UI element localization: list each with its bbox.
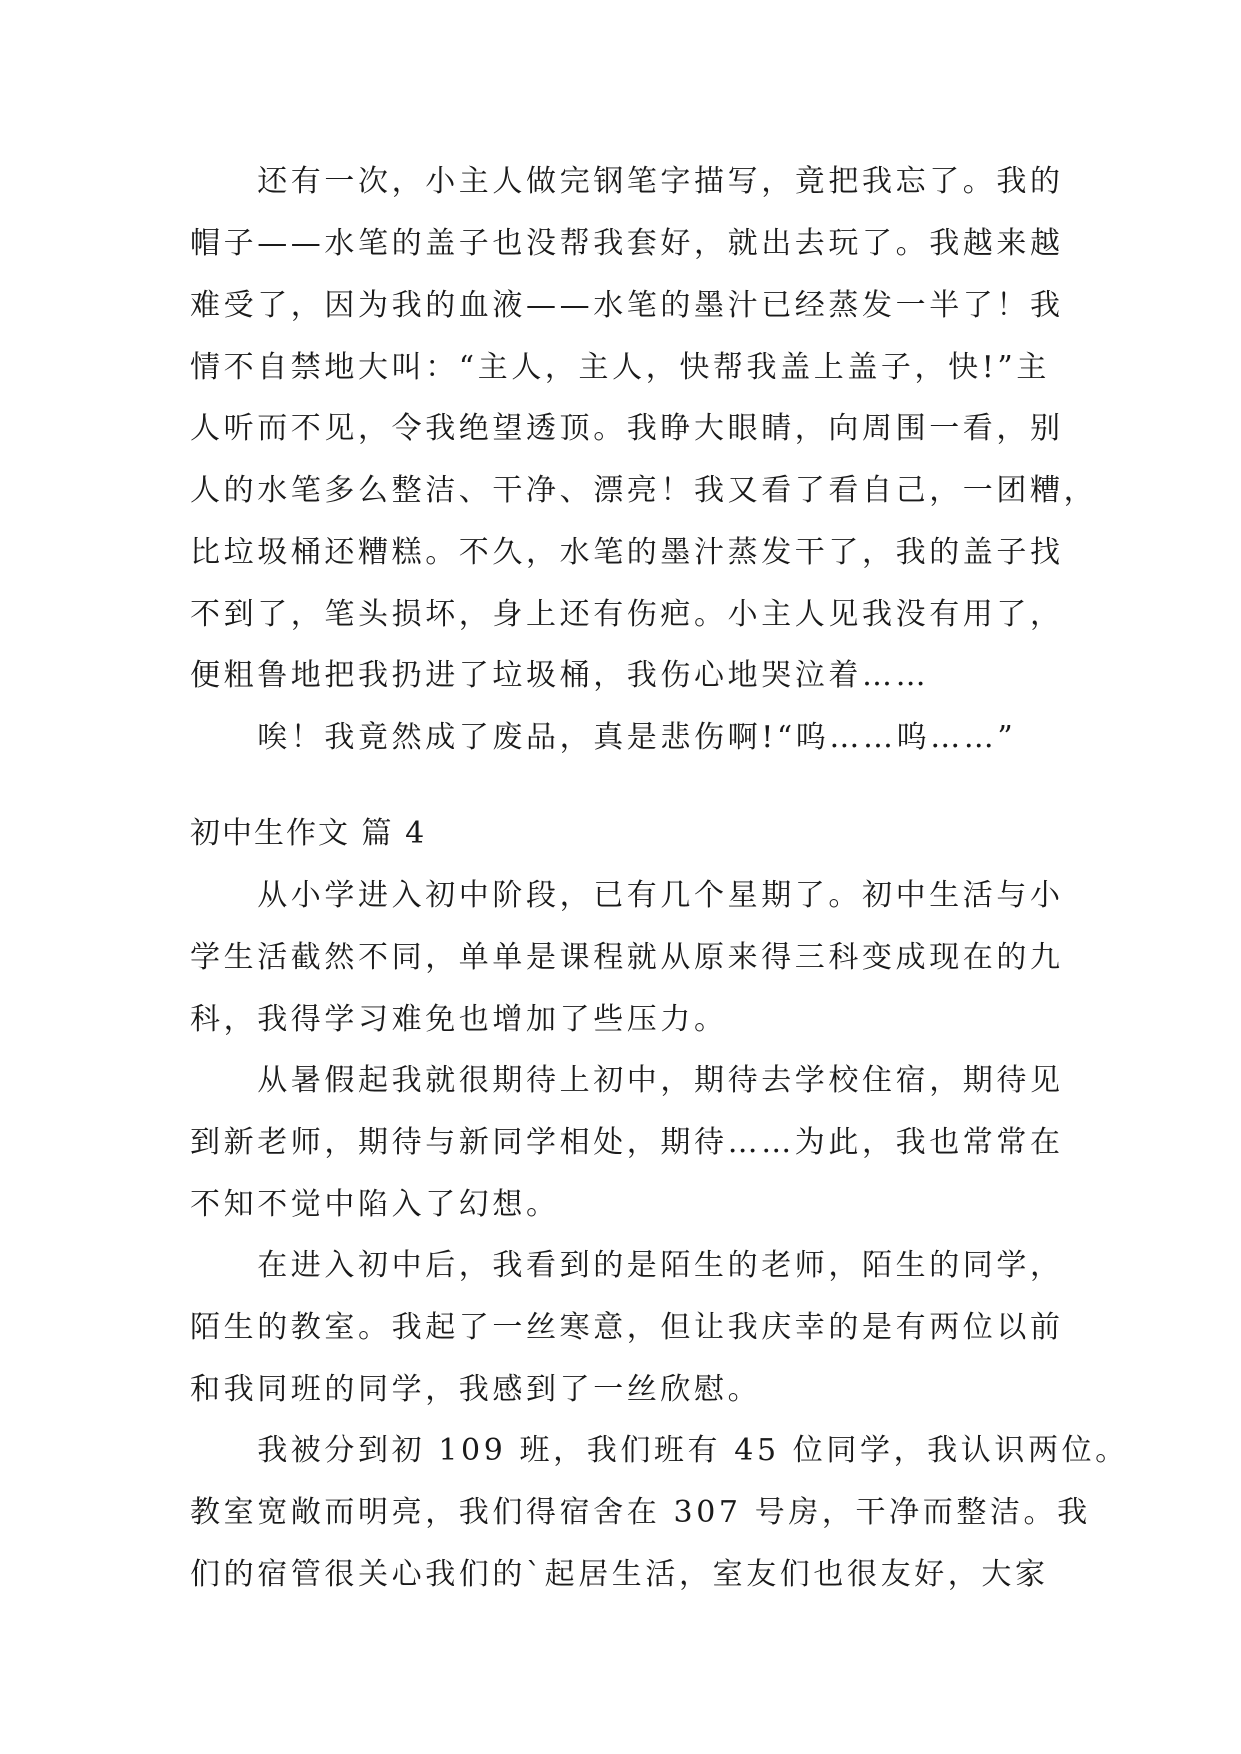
paragraph-line: 教室宽敞而明亮，我们得宿舍在 307 号房，干净而整洁。我 <box>190 1495 1091 1530</box>
paragraph-line: 从小学进入初中阶段，已有几个星期了。初中生活与小 <box>190 878 1064 913</box>
paragraph-line: 便粗鲁地把我扔进了垃圾桶，我伤心地哭泣着…… <box>190 658 930 693</box>
paragraph-line: 比垃圾桶还糟糕。不久，水笔的墨汁蒸发干了，我的盖子找 <box>190 535 1064 570</box>
paragraph-line: 学生活截然不同，单单是课程就从原来得三科变成现在的九 <box>190 940 1064 975</box>
paragraph-line: 难受了，因为我的血液——水笔的墨汁已经蒸发一半了！我 <box>190 288 1064 323</box>
paragraph-line: 唉！我竟然成了废品，真是悲伤啊!“呜……呜……” <box>190 720 1017 755</box>
paragraph-line: 人听而不见，令我绝望透顶。我睁大眼睛，向周围一看，别 <box>190 411 1064 446</box>
paragraph-line: 情不自禁地大叫：“主人，主人，快帮我盖上盖子，快!”主 <box>190 350 1050 385</box>
paragraph-line: 科，我得学习难免也增加了些压力。 <box>190 1002 728 1037</box>
paragraph-line: 人的水笔多么整洁、干净、漂亮！我又看了看自己，一团糟， <box>190 473 1098 508</box>
paragraph-line: 到新老师，期待与新同学相处，期待……为此，我也常常在 <box>190 1125 1064 1160</box>
paragraph-line: 陌生的教室。我起了一丝寒意，但让我庆幸的是有两位以前 <box>190 1310 1064 1345</box>
paragraph-line: 还有一次，小主人做完钢笔字描写，竟把我忘了。我的 <box>190 164 1064 199</box>
paragraph-line: 们的宿管很关心我们的`起居生活，室友们也很友好，大家 <box>190 1557 1049 1592</box>
section-heading: 初中生作文 篇 4 <box>190 816 427 851</box>
paragraph-line: 不知不觉中陷入了幻想。 <box>190 1187 560 1222</box>
paragraph-line: 和我同班的同学，我感到了一丝欣慰。 <box>190 1372 762 1407</box>
paragraph-line: 不到了，笔头损坏，身上还有伤疤。小主人见我没有用了， <box>190 597 1064 632</box>
paragraph-line: 从暑假起我就很期待上初中，期待去学校住宿，期待见 <box>190 1063 1064 1098</box>
paragraph-line: 帽子——水笔的盖子也没帮我套好，就出去玩了。我越来越 <box>190 226 1064 261</box>
paragraph-line: 我被分到初 109 班，我们班有 45 位同学，我认识两位。 <box>190 1433 1129 1468</box>
paragraph-line: 在进入初中后，我看到的是陌生的老师，陌生的同学， <box>190 1248 1064 1283</box>
